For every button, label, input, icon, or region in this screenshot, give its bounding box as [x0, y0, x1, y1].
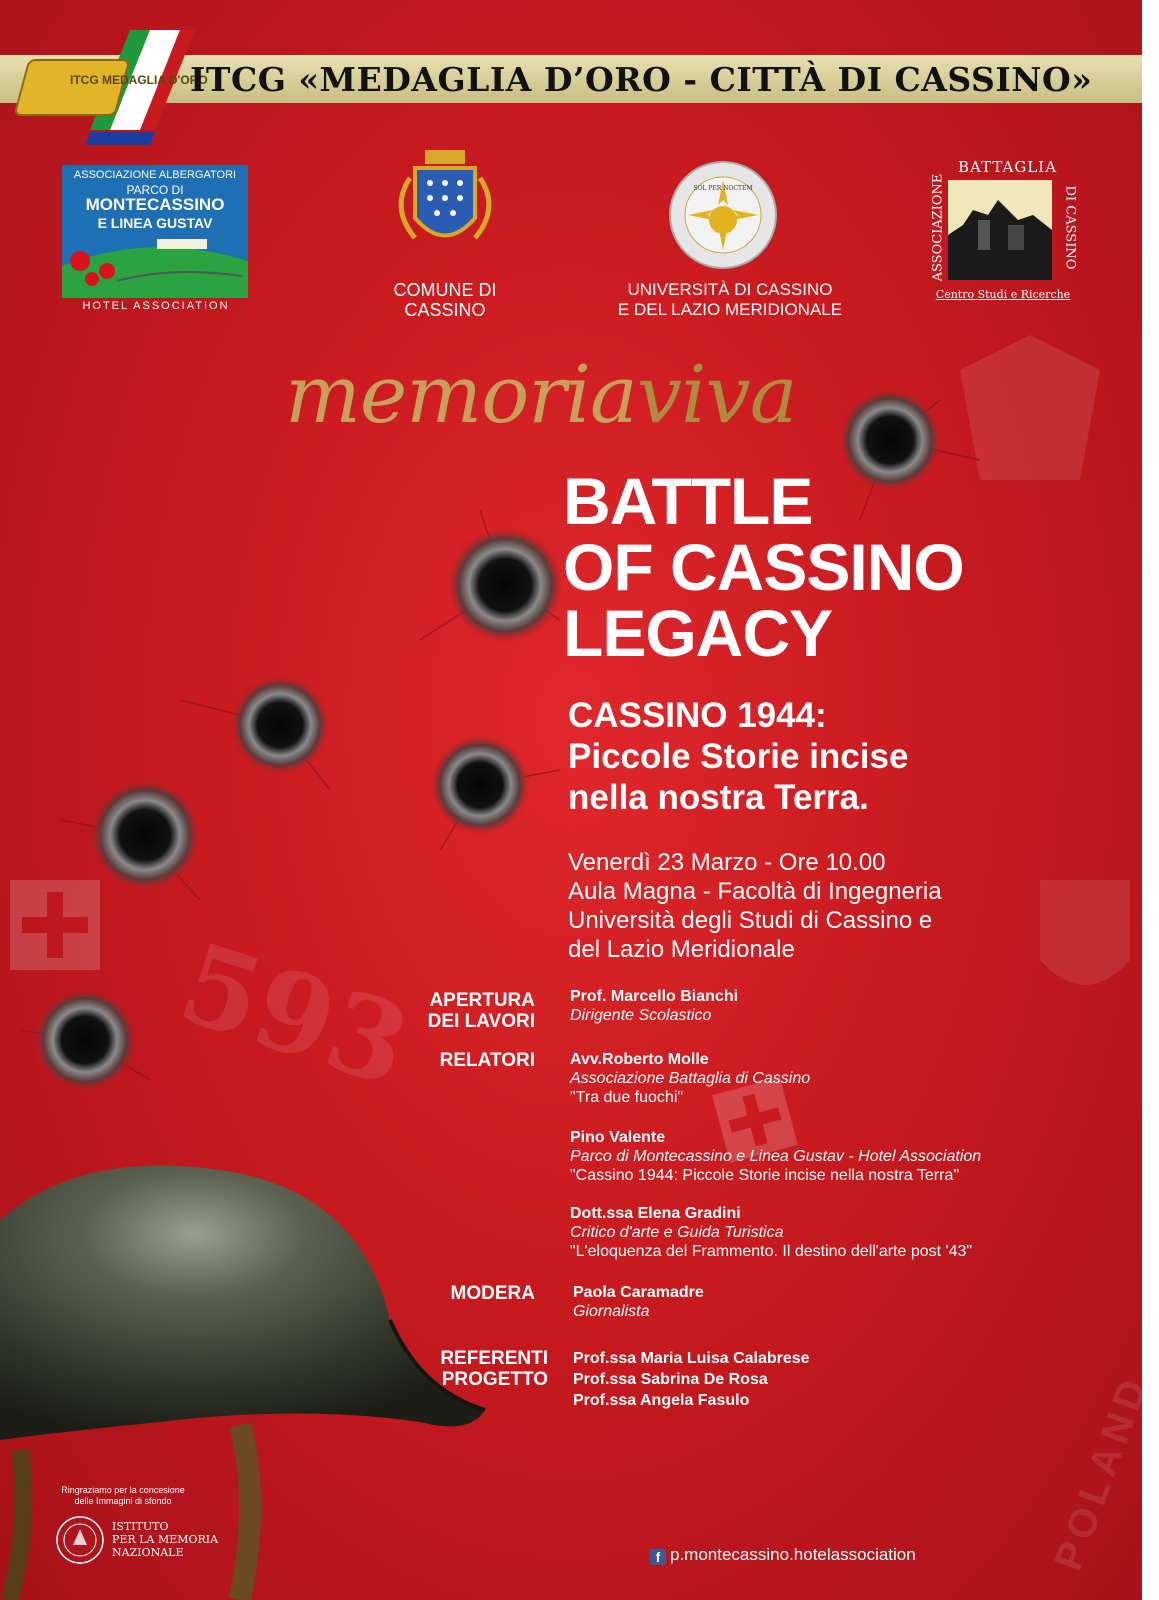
battaglia-bottom: Centro Studi e Ricerche	[935, 288, 1071, 301]
comune-label-line2: CASSINO	[404, 300, 486, 320]
apertura-label-line2: DEI LAVORI	[427, 1011, 535, 1032]
referenti-label-line1: REFERENTI	[440, 1348, 548, 1369]
subtitle-line1: CASSINO 1944:	[568, 696, 827, 735]
memoria-viva-title	[285, 350, 845, 440]
speaker-entry	[570, 1204, 972, 1261]
event-info	[568, 848, 1088, 964]
speaker-talk: "Tra due fuochi"	[570, 1089, 684, 1106]
speaker-role: Associazione Battaglia di Cassino	[570, 1070, 811, 1087]
relatori-label: RELATORI	[439, 1050, 535, 1071]
referenti-label-line2: PROGETTO	[441, 1369, 548, 1390]
bg-badge-number: 593	[165, 917, 424, 1112]
referente-name: Prof.ssa Angela Fasulo	[573, 1392, 750, 1409]
albergatori-line5: HOTEL ASSOCIATION	[82, 300, 230, 312]
apertura-label	[380, 990, 535, 1032]
speaker-role: Parco di Montecassino e Linea Gustav - Hotel Association	[570, 1148, 982, 1165]
comune-coat-of-arms-icon	[385, 148, 505, 260]
university-label-line2: E DEL LAZIO MERIDIONALE	[617, 300, 843, 319]
viva-word: viva	[636, 348, 797, 441]
facebook-icon: f	[650, 1549, 666, 1565]
bullet-hole-2	[447, 527, 563, 643]
event-university-line2: del Lazio Meridionale	[568, 936, 795, 963]
memoria-word: memoria	[285, 348, 637, 441]
referente-name: Prof.ssa Maria Luisa Calabrese	[573, 1350, 810, 1367]
itcg-logo-text: ITCG MEDAGLIA D'ORO	[70, 73, 208, 87]
speaker-talk: "Cassino 1944: Piccole Storie incise nella nostra Terra"	[570, 1167, 960, 1184]
image-credits-line1: Ringraziamo per la concesione	[61, 1485, 185, 1495]
albergatori-line3: MONTECASSINO	[85, 195, 225, 214]
battaglia-logo	[928, 158, 1078, 306]
istituto-line3: NAZIONALE	[112, 1546, 184, 1559]
battaglia-left: ASSOCIAZIONE	[930, 173, 946, 282]
bullet-hole-5	[89, 779, 201, 891]
istituto-seal-icon	[55, 1515, 105, 1565]
albergatori-line2: PARCO DI	[126, 183, 184, 197]
image-credits	[48, 1485, 198, 1507]
bg-poland-text: POLAND	[1046, 1368, 1158, 1577]
facebook-handle: p.montecassino.hotelassociation	[670, 1545, 916, 1564]
apertura-entry	[570, 987, 738, 1025]
comune-label	[380, 280, 510, 320]
speaker-talk: "L'eloquenza del Frammento. Il destino dell'arte post '43"	[570, 1243, 973, 1260]
referente-name: Prof.ssa Sabrina De Rosa	[573, 1371, 768, 1388]
university-seal-text: SOL PER NOCTEM	[693, 185, 753, 192]
battle-title-line1: BATTLE	[563, 464, 813, 538]
albergatori-landscape-icon	[62, 231, 248, 298]
university-label	[600, 280, 860, 320]
modera-label: MODERA	[450, 1283, 535, 1304]
battle-title-line3: LEGACY	[563, 596, 833, 670]
speaker-name: Pino Valente	[570, 1129, 666, 1146]
itcg-logo	[30, 20, 208, 140]
apertura-role: Dirigente Scolastico	[570, 1007, 712, 1024]
albergatori-line4: E LINEA GUSTAV	[97, 215, 213, 231]
battaglia-top: BATTAGLIA	[958, 158, 1058, 176]
moderator-name: Paola Caramadre	[573, 1284, 704, 1301]
bullet-hole-3	[230, 675, 330, 775]
facebook-link[interactable]	[650, 1544, 916, 1566]
university-seal-icon	[668, 160, 778, 270]
bullet-hole-4	[430, 735, 530, 835]
event-venue: Aula Magna - Facoltà di Ingegneria	[568, 878, 942, 905]
speaker-entry	[570, 1050, 810, 1107]
moderator-role: Giornalista	[573, 1303, 650, 1320]
moderator-entry	[573, 1283, 704, 1321]
event-subtitle	[568, 695, 1088, 818]
university-label-line1: UNIVERSITÀ DI CASSINO	[627, 280, 833, 299]
speaker-name: Avv.Roberto Molle	[570, 1051, 709, 1068]
event-date: Venerdì 23 Marzo - Ore 10.00	[568, 849, 886, 876]
header-title: ITCG «MEDAGLIA D’ORO - CITTÀ DI CASSINO»	[190, 60, 1093, 99]
battle-title-line2: OF CASSINO	[563, 530, 964, 604]
subtitle-line3: nella nostra Terra.	[568, 778, 869, 817]
istituto-line1: ISTITUTO	[112, 1520, 169, 1533]
battaglia-right: DI CASSINO	[1062, 185, 1078, 270]
battaglia-photo-icon	[948, 180, 1052, 280]
battle-title	[563, 464, 1083, 670]
referenti-list	[573, 1348, 810, 1411]
istituto-line2: PER LA MEMORIA	[112, 1533, 219, 1546]
event-university-line1: Università degli Studi di Cassino e	[568, 907, 933, 934]
speaker-entry	[570, 1128, 981, 1185]
albergatori-line1: ASSOCIAZIONE ALBERGATORI	[73, 169, 237, 181]
apertura-label-line1: APERTURA	[429, 990, 535, 1011]
apertura-name: Prof. Marcello Bianchi	[570, 988, 739, 1005]
speaker-role: Critico d'arte e Guida Turistica	[570, 1224, 784, 1241]
albergatori-logo	[62, 165, 248, 298]
bullet-hole-6	[33, 988, 137, 1092]
comune-label-line1: COMUNE DI	[393, 280, 497, 300]
subtitle-line2: Piccole Storie incise	[568, 737, 909, 776]
image-credits-line2: delle Immagini di sfondo	[74, 1496, 172, 1506]
speaker-name: Dott.ssa Elena Gradini	[570, 1205, 741, 1222]
istituto-label	[112, 1520, 218, 1559]
